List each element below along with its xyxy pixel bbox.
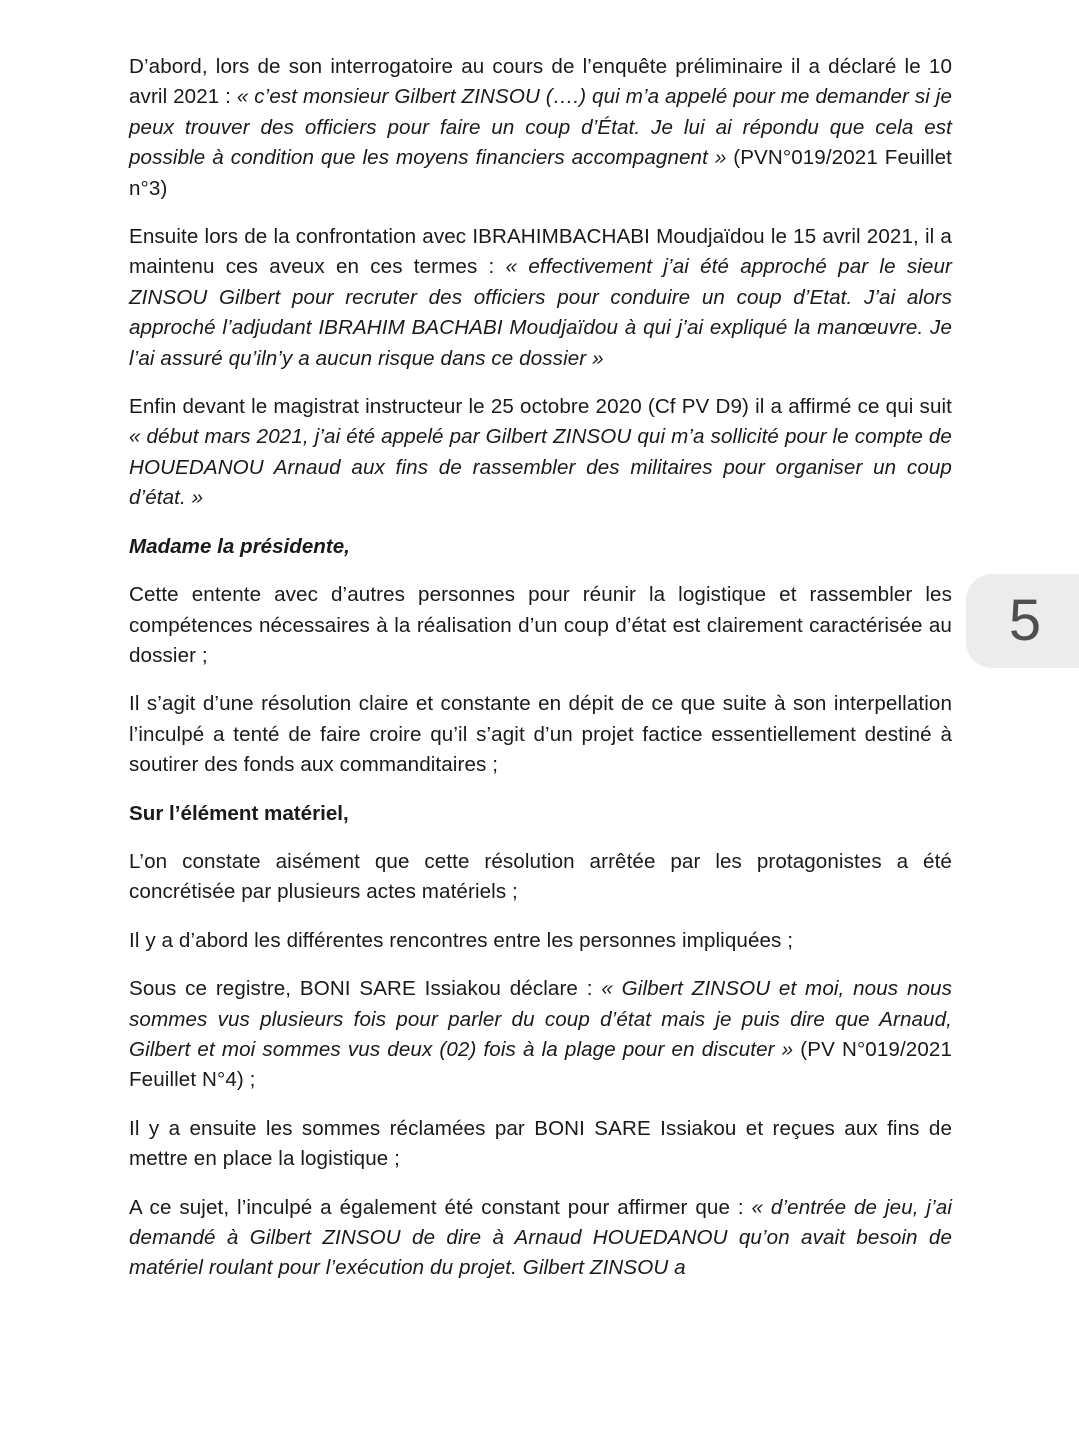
quote-text: « effectivement j’ai été approché par le sieur ZINSOU Gilbert pour recruter des officiers pour conduire un coup d’Etat. J’ai alors approché l’adjudant IBRAHIM BACHABI Moudjaïdou à qui j’ai expliqué la manœuvre. Je l’ai assuré qu’iln’y a aucun risque dans ce dossier » (129, 255, 952, 370)
quote-text: « début mars 2021, j’ai été appelé par Gilbert ZINSOU qui m’a sollicité pour le compte de HOUEDANOU Arnaud aux fins de rassembler des militaires pour organiser un coup d’état. » (129, 425, 952, 510)
paragraph-sommes: Il y a ensuite les sommes réclamées par BONI SARE Issiakou et reçues aux fins de mettre en place la logistique ; (129, 1116, 952, 1171)
heading-element-materiel: Sur l’élément matériel, (129, 801, 349, 825)
paragraph-entente: Cette entente avec d’autres personnes pour réunir la logistique et rassembler les compétences nécessaires à la réalisation d’un coup d’état est clairement caractérisée au dossier ; (129, 583, 952, 667)
document-body (129, 52, 952, 1302)
reference-text: (PV N°019/2021 Feuillet N°4) ; (129, 1037, 952, 1092)
paragraph-text: A ce sujet, l’inculpé a également été constant pour affirmer que : (129, 1195, 752, 1219)
heading-madame-presidente: Madame la présidente, (129, 534, 350, 558)
paragraph-sujet (129, 1193, 952, 1284)
paragraph-text: D’abord, lors de son interrogatoire au cours de l’enquête préliminaire il a déclaré le 10 avril 2021 : (129, 55, 952, 109)
paragraph-interrogatoire (129, 52, 952, 204)
paragraph-confrontation (129, 222, 952, 374)
paragraph-registre (129, 974, 952, 1096)
quote-text: « Gilbert ZINSOU et moi, nous nous sommes vus plusieurs fois pour parler du coup d’état mais je puis dire que Arnaud, Gilbert et moi sommes vus deux (02) fois à la plage pour en discuter » (129, 977, 953, 1061)
reference-text: (PVN°019/2021 Feuillet n°3) (129, 146, 952, 200)
paragraph-text: Sous ce registre, BONI SARE Issiakou déclare : (129, 977, 602, 1001)
paragraph-actes-materiels: L’on constate aisément que cette résolution arrêtée par les protagonistes a été concrétisée par plusieurs actes matériels ; (129, 849, 952, 904)
quote-text: « d’entrée de jeu, j’ai demandé à Gilbert ZINSOU de dire à Arnaud HOUEDANOU qu’on avait besoin de matériel roulant pour l’exécution du projet. Gilbert ZINSOU a (129, 1195, 952, 1280)
paragraph-rencontres: Il y a d’abord les différentes rencontres entre les personnes impliquées ; (129, 928, 794, 952)
paragraph-magistrat (129, 392, 952, 514)
page-number: 5 (1008, 588, 1042, 653)
paragraph-text: Enfin devant le magistrat instructeur le 25 octobre 2020 (Cf PV D9) il a affirmé ce qui suit (129, 395, 952, 419)
paragraph-resolution: Il s’agit d’une résolution claire et constante en dépit de ce que suite à son interpellation l’inculpé a tenté de faire croire qu’il s’agit d’un projet factice essentiellement destiné à soutirer des fonds aux commanditaires ; (129, 692, 952, 777)
paragraph-text: Ensuite lors de la confrontation avec IBRAHIMBACHABI Moudjaïdou le 15 avril 2021, il a maintenu ces aveux en ces termes : (129, 225, 952, 279)
quote-text: « c’est monsieur Gilbert ZINSOU (….) qui m’a appelé pour me demander si je peux trouver des officiers pour faire un coup d’État. Je lui ai répondu que cela est possible à condition que les moyens financiers accompagnent » (129, 85, 952, 170)
